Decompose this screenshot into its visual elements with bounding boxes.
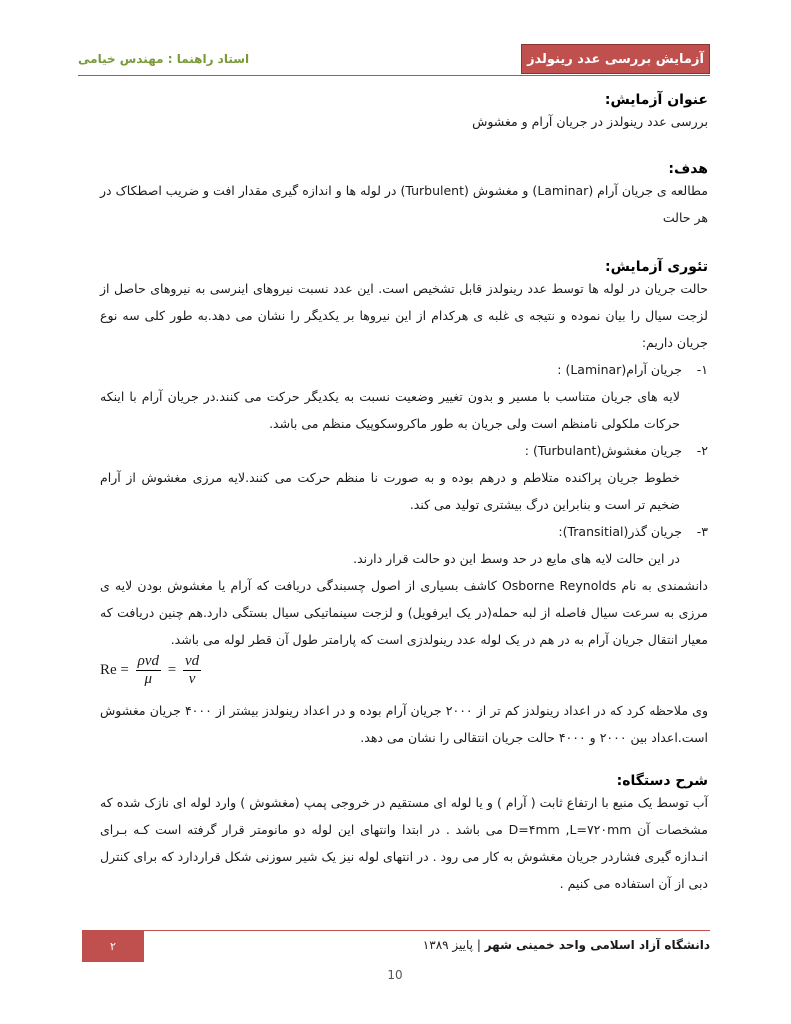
flow-item-transitional: ۳-جریان گذر(Transitial): — [558, 524, 708, 539]
formula-lhs: Re — [100, 661, 117, 678]
formula-equals-1: = — [120, 661, 129, 678]
device-paragraph: آب توسط یک منبع با ارتفاع ثابت ( آرام ) و یا لوله ای مستقیم در خروجی پمپ (مغشوش ) وارد لوله ای نازک شده که مشخصات آن D=۴mm ,L=۷۲۰mm می باشد . در ابتدا وانتهای این لوله دو مانومتر قرار گرفته است کـه بـرای انـدازه گیری فشاردر جریان مغشوش به کار می رود . در انتهای لوله نیز یک شیر سوزنی شکل قراردارد که برای کنترل دبی از آن استفاده می کنیم . — [100, 795, 708, 891]
reynolds-formula — [100, 653, 708, 697]
formula-denominator-1: μ — [144, 671, 153, 687]
observation-paragraph: وی ملاحظه کرد که در اعداد رینولدز کم تر از ۲۰۰۰ جریان آرام بوده و در اعداد رینولدز بیشتر از ۴۰۰۰ جریان مغشوش است.اعداد بین ۲۰۰۰ و ۴۰۰۰ حالت جریان انتقالی را نشان می دهد. — [100, 703, 708, 745]
formula-numerator-2: vd — [184, 653, 200, 669]
header-divider — [78, 75, 710, 76]
footer-divider — [144, 930, 710, 931]
footer-university: دانشگاه آزاد اسلامی واحد خمینی شهر — [484, 938, 710, 952]
goal-heading: هدف: — [668, 161, 708, 177]
footer-text — [380, 938, 710, 952]
reynolds-paragraph: دانشمندی به نام Osborne Reynolds کاشف بسیاری از اصول چسبندگی دریافت که آرام یا مغشوش بودن لایه ی مرزی به سرعت سیال فاصله از لبه حمله(در یک ایرفویل) و لزجت سینماتیکی سیال بستگی دارد.هم چنین دریافت که معیار انتقال جریان آرام به در هم در یک لوله عدد رینولدزی است که پارامتر طول آن قطر لوله می باشد. — [100, 578, 708, 647]
device-heading: شرح دستگاه: — [616, 773, 708, 789]
formula-numerator-1: ρvd — [137, 653, 159, 669]
title-text: بررسی عدد رینولدز در جریان آرام و مغشوش — [472, 114, 708, 129]
theory-intro: حالت جریان در لوله ها توسط عدد رینولدز قابل تشخیص است. این عدد نسبت نیروهای اینرسی به نیروهای حاصل از لزجت سیال را بیان نموده و نتیجه ی غلبه ی هرکدام از این نیروها بر یکدیگر را نشان می دهد.به طور کلی سه نوع جریان داریم: — [100, 281, 708, 350]
footer-page-label: ۲ — [110, 939, 116, 953]
formula-fraction-2 — [183, 653, 201, 688]
supervisor-label: استاد راهنما : مهندس خیامی — [78, 52, 250, 66]
title-heading: عنوان آزمایش: — [604, 92, 708, 108]
theory-heading: تئوری آزمایش: — [605, 259, 708, 275]
header-title-box — [521, 44, 710, 74]
formula-equals-2: = — [167, 661, 177, 678]
footer-semester: پاییز ۱۳۸۹ — [422, 938, 473, 952]
footer-page-box — [82, 930, 144, 962]
document-body — [100, 92, 708, 897]
flow-item-turbulent: ۲-جریان مغشوش(Turbulant) : — [524, 443, 708, 458]
formula-fraction-1 — [136, 653, 161, 688]
goal-text: مطالعه ی جریان آرام (Laminar) و مغشوش (Turbulent) در لوله ها و اندازه گیری مقدار افت و ضریب اصطکاک در هر حالت — [100, 183, 708, 225]
header-title: آزمایش بررسی عدد رینولدز — [527, 51, 704, 67]
page-number: 10 — [387, 968, 403, 982]
flow-item-transitional-desc: در این حالت لایه های مایع در حد وسط این دو حالت قرار دارند. — [353, 551, 680, 566]
footer-separator: | — [476, 938, 481, 952]
formula-denominator-2: ν — [188, 671, 196, 687]
flow-item-laminar: ۱-جریان آرام(Laminar) : — [557, 362, 708, 377]
flow-item-turbulent-desc: خطوط جریان پراکنده متلاطم و درهم بوده و به صورت نا منظم حرکت می کنند.لایه مرزی مغشوش از آرام ضخیم تر است و بنابراین درگ بیشتری تولید می کند. — [100, 470, 680, 512]
flow-item-laminar-desc: لایه های جریان متناسب با مسیر و بدون تغییر وضعیت نسبت به یکدیگر حرکت می کنند.در جریان آرام با اینکه حرکات ملکولی نامنظم است ولی جریان به طور ماکروسکوپیک منظم می باشد. — [100, 389, 680, 431]
